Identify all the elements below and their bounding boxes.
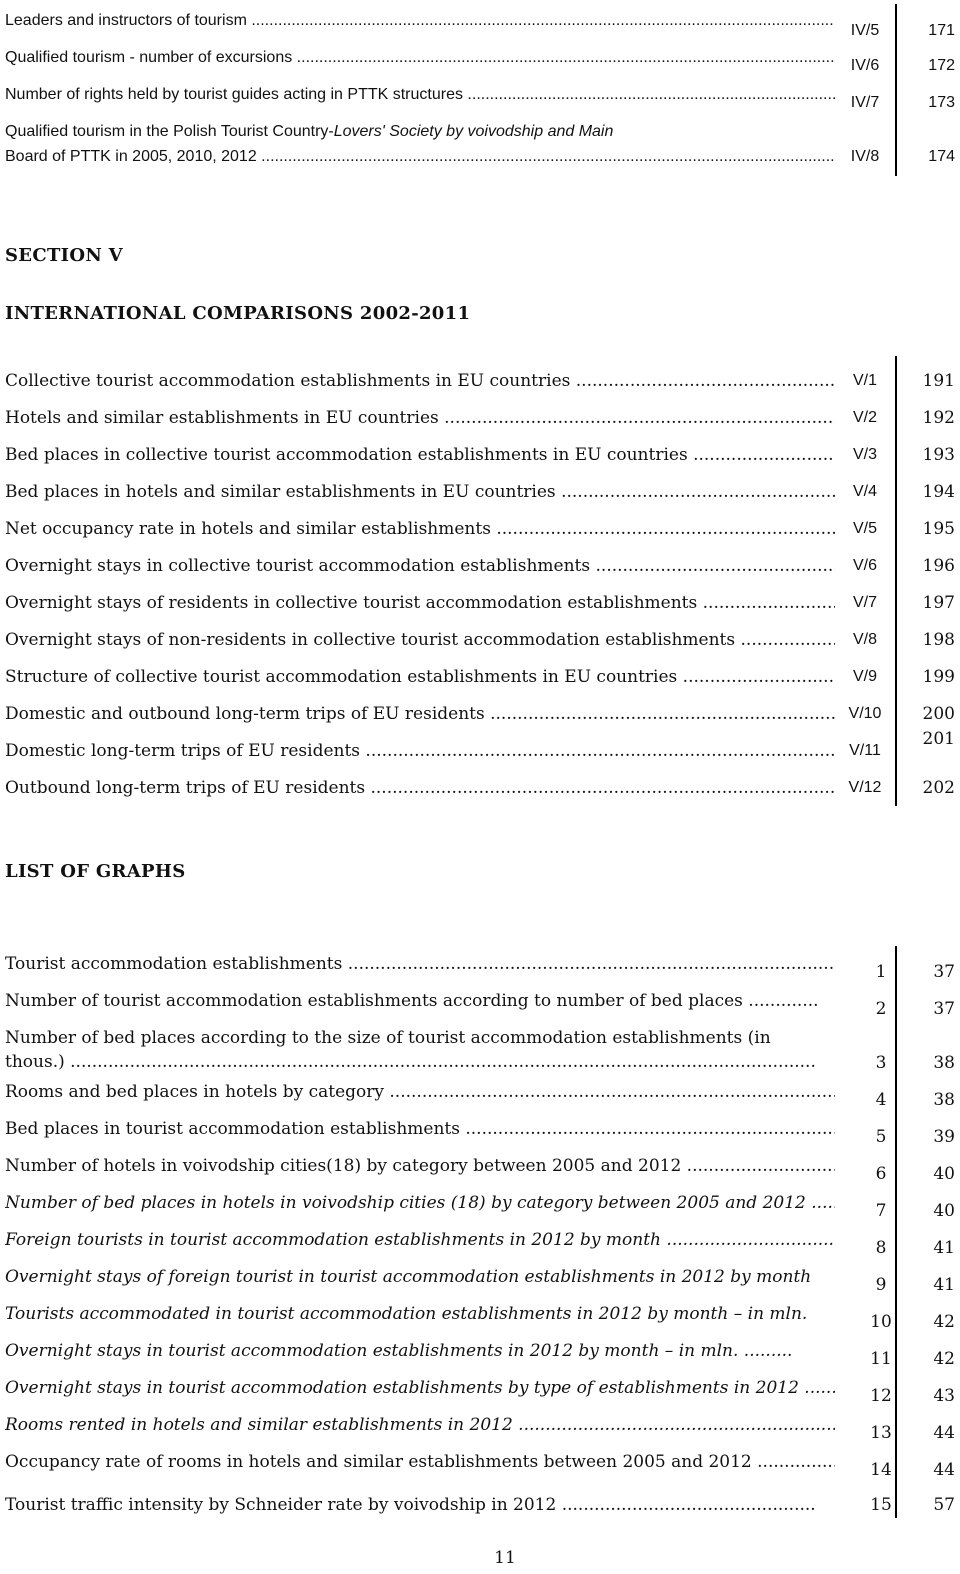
graph-page: 41: [933, 1238, 955, 1258]
graph-page: 40: [933, 1164, 955, 1184]
table-code: V/8: [852, 631, 877, 648]
table-page: 192: [922, 408, 955, 428]
toc-code: IV/8: [850, 148, 880, 165]
table-code: V/4: [852, 483, 877, 500]
graph-page: 37: [933, 999, 955, 1019]
graph-title: Tourist accommodation establishments .....: [5, 953, 835, 975]
graph-page: 42: [933, 1349, 955, 1369]
table-title: Net occupancy rate in hotels and similar establishments .....: [5, 518, 835, 540]
graph-title: Overnight stays in tourist accommodation establishments in 2012 by month – in mln. .........: [5, 1341, 793, 1361]
table-code: V/2: [852, 409, 877, 426]
graph-number: 2: [875, 999, 887, 1019]
graph-title: Foreign tourists in tourist accommodation establishments in 2012 by month .....: [5, 1229, 835, 1251]
graph-title: Number of hotels in voivodship cities(18) by category between 2005 and 2012 .....: [5, 1155, 835, 1177]
section-subheading: INTERNATIONAL COMPARISONS 2002-2011: [5, 303, 471, 324]
table-code: V/3: [852, 446, 877, 463]
graph-number: 10: [870, 1312, 892, 1332]
table-title: Domestic long-term trips of EU residents .....: [5, 740, 835, 762]
table-title: Bed places in hotels and similar establishments in EU countries .....: [5, 481, 835, 503]
graph-number: 15: [870, 1495, 892, 1515]
toc-title: Qualified tourism - number of excursions .....: [5, 47, 835, 69]
table-title: Hotels and similar establishments in EU countries .....: [5, 407, 835, 429]
graphs-heading: LIST OF GRAPHS: [5, 861, 186, 882]
graph-title-line1: Number of bed places according to the size of tourist accommodation establishments (in: [5, 1028, 771, 1048]
graph-title: Occupancy rate of rooms in hotels and similar establishments between 2005 and 2012 .....: [5, 1451, 835, 1473]
graph-page: 39: [933, 1127, 955, 1147]
table-page: 195: [922, 519, 955, 539]
section-heading: SECTION V: [5, 245, 123, 266]
table-page: 194: [922, 482, 955, 502]
page-number: 11: [494, 1548, 516, 1568]
toc-page: 172: [928, 57, 955, 74]
graph-page: 41: [933, 1275, 955, 1295]
graph-number: 6: [875, 1164, 887, 1184]
graph-number: 11: [870, 1349, 892, 1369]
table-page: 193: [922, 445, 955, 465]
toc-title-line2: Board of PTTK in 2005, 2010, 2012 .....: [5, 146, 835, 168]
toc-title: Leaders and instructors of tourism .....: [5, 10, 835, 32]
graph-page: 44: [933, 1423, 955, 1443]
table-page: 191: [922, 371, 955, 391]
graph-number: 3: [875, 1053, 887, 1073]
toc-title-line1: [5, 121, 835, 143]
graph-page: 44: [933, 1460, 955, 1480]
toc-title: Number of rights held by tourist guides acting in PTTK structures .....: [5, 84, 835, 106]
table-title: Collective tourist accommodation establishments in EU countries .....: [5, 370, 835, 392]
table-code: V/6: [852, 557, 877, 574]
graph-title: Overnight stays in tourist accommodation establishments by type of establishments in 2012 .....: [5, 1377, 835, 1399]
toc-page: 173: [928, 94, 955, 111]
table-code: V/10: [848, 705, 882, 722]
table-title: Overnight stays of non-residents in collective tourist accommodation establishments .....: [5, 629, 835, 651]
graph-number: 8: [875, 1238, 887, 1258]
graph-page: 37: [933, 962, 955, 982]
table-page: 196: [922, 556, 955, 576]
table-page: 202: [922, 778, 955, 798]
graph-page: 40: [933, 1201, 955, 1221]
graph-number: 14: [870, 1460, 892, 1480]
graph-title-line2: thous.) .....: [5, 1051, 817, 1073]
toc-page: 171: [928, 22, 955, 39]
table-page: 198: [922, 630, 955, 650]
table-code: V/9: [852, 668, 877, 685]
graph-title: Overnight stays of foreign tourist in tourist accommodation establishments in 2012 by month: [5, 1267, 812, 1287]
toc-code: IV/6: [850, 57, 880, 74]
graph-page: 38: [933, 1090, 955, 1110]
table-code: V/7: [852, 594, 877, 611]
table-page: 199: [922, 667, 955, 687]
graph-page: 38: [933, 1053, 955, 1073]
graph-title: Rooms rented in hotels and similar establishments in 2012 .....: [5, 1414, 835, 1436]
graph-number: 1: [875, 962, 887, 982]
toc-code: IV/7: [850, 94, 880, 111]
table-code: V/5: [852, 520, 877, 537]
toc-code: IV/5: [850, 22, 880, 39]
graph-page: 43: [933, 1386, 955, 1406]
graph-number: 9: [875, 1275, 887, 1295]
table-title: Outbound long-term trips of EU residents .....: [5, 777, 835, 799]
graph-title: Tourists accommodated in tourist accommodation establishments in 2012 by month – in mln.: [5, 1304, 808, 1324]
table-page: 201: [922, 729, 955, 749]
toc-page: 174: [928, 148, 955, 165]
table-code: V/12: [848, 779, 882, 796]
graph-page: 57: [933, 1495, 955, 1515]
graph-title: Bed places in tourist accommodation establishments .....: [5, 1118, 835, 1140]
table-title: Structure of collective tourist accommodation establishments in EU countries .....: [5, 666, 835, 688]
graph-number: 4: [875, 1090, 887, 1110]
table-title: Domestic and outbound long-term trips of EU residents .....: [5, 703, 835, 725]
graph-title: Number of bed places in hotels in voivodship cities (18) by category between 2005 and 2012 .....: [5, 1192, 835, 1214]
table-title: Overnight stays in collective tourist accommodation establishments .....: [5, 555, 835, 577]
table-page: 197: [922, 593, 955, 613]
table-page: 200: [922, 704, 955, 724]
toc-title-part: Qualified tourism in the Polish Tourist Country-: [5, 123, 334, 140]
graph-page: 42: [933, 1312, 955, 1332]
graph-title: Number of tourist accommodation establishments according to number of bed places .....: [5, 990, 817, 1012]
graph-title: Tourist traffic intensity by Schneider rate by voivodship in 2012 .....: [5, 1494, 817, 1516]
graph-number: 12: [870, 1386, 892, 1406]
graph-title: Rooms and bed places in hotels by category .....: [5, 1081, 835, 1103]
graph-number: 5: [875, 1127, 887, 1147]
graph-number: 7: [875, 1201, 887, 1221]
graph-number: 13: [870, 1423, 892, 1443]
table-code: V/11: [849, 742, 881, 759]
toc-title-part-italic: Lovers' Society by voivodship and Main: [333, 123, 614, 140]
table-title: Bed places in collective tourist accommodation establishments in EU countries .....: [5, 444, 835, 466]
table-title: Overnight stays of residents in collective tourist accommodation establishments .....: [5, 592, 835, 614]
table-code: V/1: [852, 372, 877, 389]
